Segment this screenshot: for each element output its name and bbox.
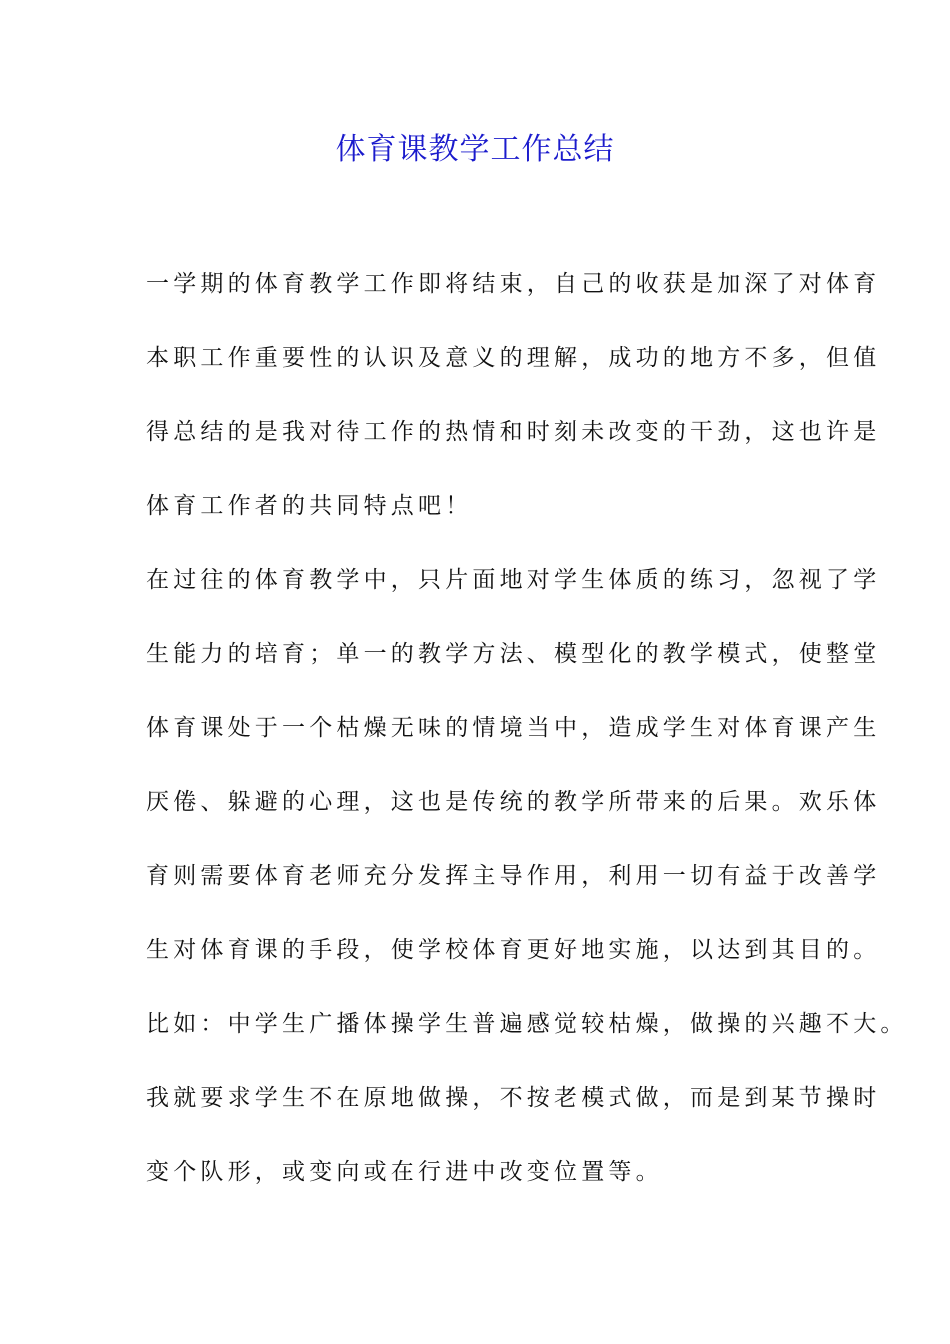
- document-title: 体育课教学工作总结: [335, 132, 615, 167]
- text-line: 体育工作者的共同特点吧！: [146, 493, 473, 519]
- text-line: 我就要求学生不在原地做操，不按老模式做，而是到某节操时: [146, 1085, 881, 1111]
- text-line: 得总结的是我对待工作的热情和时刻未改变的干劲，这也许是: [146, 419, 881, 445]
- text-line: 在过往的体育教学中，只片面地对学生体质的练习，忽视了学: [146, 567, 881, 593]
- text-line: 体育课处于一个枯燥无味的情境当中，造成学生对体育课产生: [146, 715, 881, 741]
- text-line: 一学期的体育教学工作即将结束，自己的收获是加深了对体育: [146, 271, 881, 297]
- text-line: 育则需要体育老师充分发挥主导作用，利用一切有益于改善学: [146, 863, 881, 889]
- text-line: 变个队形，或变向或在行进中改变位置等。: [146, 1159, 663, 1185]
- document-body: [146, 262, 908, 1224]
- text-line: 生对体育课的手段，使学校体育更好地实施，以达到其目的。: [146, 937, 881, 963]
- text-line: 生能力的培育；单一的教学方法、模型化的教学模式，使整堂: [146, 641, 881, 667]
- text-line: 比如：中学生广播体操学生普遍感觉较枯燥，做操的兴趣不大。: [146, 1011, 908, 1037]
- text-line: 厌倦、躲避的心理，这也是传统的教学所带来的后果。欢乐体: [146, 789, 881, 815]
- text-line: 本职工作重要性的认识及意义的理解，成功的地方不多，但值: [146, 345, 881, 371]
